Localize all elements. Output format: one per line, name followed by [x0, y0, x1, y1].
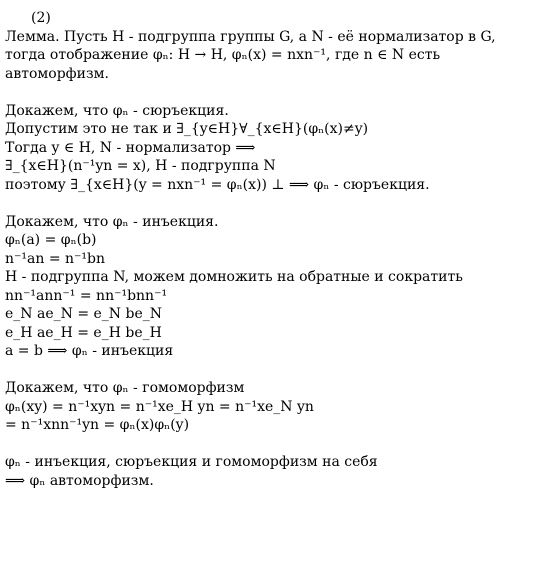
surjection-step-3: ∃_{x∈H}(n⁻¹yn = x), H - подгруппа N	[5, 158, 276, 174]
injection-step-1: φₙ(a) = φₙ(b)	[5, 232, 97, 248]
surjection-step-2: Тогда y ∈ H, N - нормализатор ⟹	[5, 139, 256, 156]
injection-step-2: n⁻¹an = n⁻¹bn	[5, 250, 106, 267]
injection-conclusion: a = b ⟹ φₙ - инъекция	[5, 343, 174, 359]
injection-heading: Докажем, что φₙ - инъекция.	[5, 213, 219, 230]
final-conclusion-line-2: ⟹ φₙ автоморфизм.	[5, 472, 154, 489]
homomorphism-step-1: φₙ(xy) = n⁻¹xyn = n⁻¹xe_H yn = n⁻¹xe_N yn	[5, 398, 314, 415]
blank-line	[5, 361, 543, 380]
lemma-statement-line-1: Лемма. Пусть H - подгруппа группы G, а N - её нормализатор в G,	[5, 28, 496, 45]
homomorphism-heading: Докажем, что φₙ - гомоморфизм	[5, 380, 245, 396]
blank-line	[5, 194, 543, 213]
injection-step-5: e_N ae_N = e_N be_N	[5, 306, 162, 322]
injection-step-3: H - подгруппа N, можем домножить на обратные и сократить	[5, 269, 463, 285]
equation-number: (2)	[31, 10, 51, 26]
blank-line	[5, 435, 543, 454]
injection-step-6: e_H ae_H = e_H be_H	[5, 324, 162, 341]
document	[5, 9, 543, 490]
blank-line	[5, 83, 543, 102]
surjection-conclusion: поэтому ∃_{x∈H}(y = nxn⁻¹ = φₙ(x)) ⊥ ⟹ φₙ - сюръекция.	[5, 176, 430, 193]
injection-step-4: nn⁻¹ann⁻¹ = nn⁻¹bnn⁻¹	[5, 287, 168, 304]
homomorphism-step-2: = n⁻¹xnn⁻¹yn = φₙ(x)φₙ(y)	[5, 417, 190, 433]
surjection-step-1: Допустим это не так и ∃_{y∈H}∀_{x∈H}(φₙ(x)≠y)	[5, 121, 369, 137]
final-conclusion-line-1: φₙ - инъекция, сюръекция и гомоморфизм на себя	[5, 454, 378, 470]
lemma-statement-line-3: автоморфизм.	[5, 65, 109, 82]
surjection-heading: Докажем, что φₙ - сюръекция.	[5, 102, 229, 119]
lemma-statement-line-2: тогда отображение φₙ: H → H, φₙ(x) = nxn⁻¹, где n ∈ N есть	[5, 47, 441, 63]
